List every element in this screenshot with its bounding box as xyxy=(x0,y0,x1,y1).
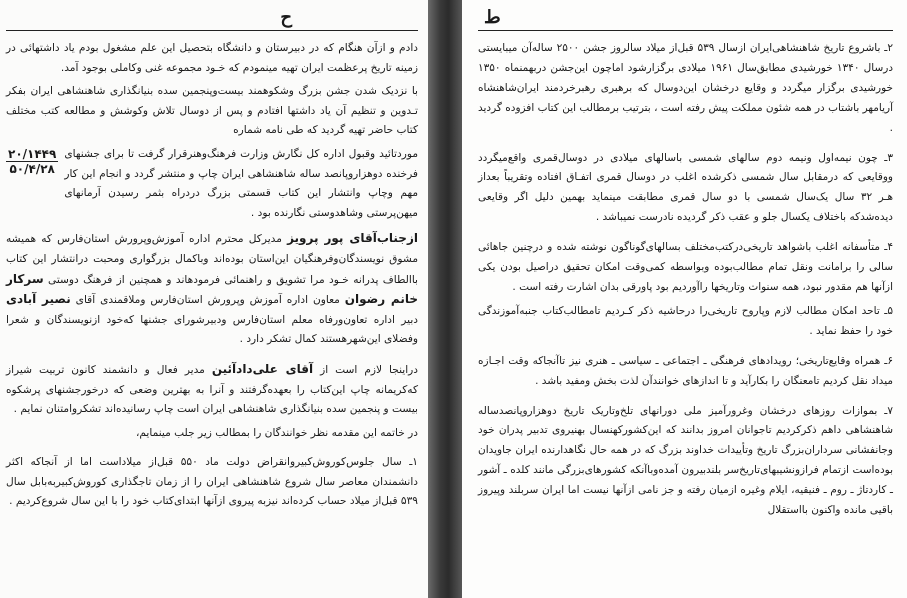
left-page-body xyxy=(6,39,418,512)
ack-text-3: دبیر اداره تعاون‌ورفاه معلم استان‌فارس ودبیرشورای جشنها که‌خود ازنویسندگان و شعرا وفضلای این‌شهرهستند کمال تشکر دارد . xyxy=(6,313,418,346)
note-4: ۴ـ متأسفانه اغلب باشواهد تاریخی‌درکتب‌مختلف بسالهای‌گوناگون نوشته شده و درچنین جاهائی سالی را برامانت ونقل تمام مطالب‌بوده وبواسطه کمی‌وقت امکان تحقیق دراصیل بودن یکی ازآنها هم مقدور نبود، همه سنوات وتاریخها راآوردیم بود پاورقی بدان اشارت رفته است . xyxy=(478,241,893,293)
ack-name-rezvan: سرکار خانم رضوان xyxy=(6,271,418,307)
ack-text-2: معاون اداره آموزش وپرورش استان‌فارس وملاقمندی آقای xyxy=(75,294,340,307)
ack2-text: مدیر فعال و دانشمند کانون تربیت شیراز که‌کریمانه چاپ این‌کتاب را بعهده‌گرفتند و آنرا به بهترین وضعی که درخورجشنهای پرشکوه بیست و پنجمین سده بنیانگذاری شاهنشاهی ایران است چاپ رسانیده‌اند تشکروامتنان نمایم . xyxy=(6,363,418,416)
note-1: ۱ـ سال جلوس‌کوروش‌کبیروانقراض دولت ماد ۵۵۰ قبل‌از میلاداست اما از آنجاکه اکثر دانشمندان معاصر سال شروع شاهنشاهی ایران را از زمان تاجگذاری کوروش‌کبیربه‌بابل سال ۵۳۹ قبل‌از میلاد حساب کرده‌اند نیزبه پیروی ازآنها ابتدای‌کتاب خود را با این سال شروع‌کردیم . xyxy=(6,456,418,508)
ack-text-1: مدیرکل محترم اداره آموزش‌وپرورش استان‌فارس که همیشه مشوق نویسندگان‌وفرهنگیان این‌استان بوده‌اند وباکمال بزرگواری ومحبت درانتشار این کتاب باالطاف پدرانه خـود مرا تشویق و راهنمائی فرمودهاند و همچنین از فرهنگ دوستی xyxy=(6,233,418,286)
book-spine xyxy=(428,0,462,598)
ack-name-pour-parviz: ازجناب‌آقای پور پرویز xyxy=(287,231,418,246)
letter-date-row xyxy=(6,145,418,223)
left-page-letter: ح xyxy=(280,7,292,28)
note-6: ۶ـ همراه وقایع‌تاریخی؛ رویدادهای فرهنگی ـ اجتماعی ـ سیاسی ـ هنری نیز تاآنجاکه وقت اجـازه میداد نقل کردیم تامعنگان را بکارآید و تا اندازهای خوانندآن لذت بخش ومفید باشد . xyxy=(478,354,893,387)
left-paragraph-1: دادم و ازآن هنگام که در دبیرستان و دانشگاه بتحصیل این علم مشغول بودم یاد داشتهائی در زمینه تاریخ پرعظمت ایران تهیه مینمودم که خـود مجموعه غنی وکاملی بوجود آمد. xyxy=(6,42,418,74)
ack-name-nasirabadi: نصیر آبادی xyxy=(6,292,71,307)
acknowledgement-paragraph-2 xyxy=(6,360,418,420)
right-page-body xyxy=(478,39,893,521)
ack-name-dadaein: آقای علی‌دادآئین xyxy=(211,361,314,376)
left-paragraph-2: با نزدیک شدن جشن بزرگ وشکوهمند بیست‌وپنجمین سده بنیانگذاری شاهنشاهی ایران بفکر تـدوین و تنظیم آن یاد داشتها افتادم و پس از دوسال تلاش وکوشش و مطالعه کتب مختلف کتاب حاضر تهیه گردید که طی نامه شماره xyxy=(6,85,418,137)
letter-number-fraction xyxy=(6,145,58,176)
left-page xyxy=(0,0,428,598)
letter-date: ۵۰/۴/۲۸ xyxy=(9,161,55,176)
letter-approval-text: موردتائید وقبول اداره کل نگارش وزارت فرهنگ‌وهنرقرار گرفت تا برای جشنهای فرخنده دوهزاروپانصد ساله شاهنشاهی ایران چاپ و منتشر گردد و انجام این کار مهم وچاپ وانتشار این کتاب قسمتی بزرگ دردراه بثمر رسیدن آرمانهای میهن‌پرستی وشاهدوستی نگارنده بود . xyxy=(64,147,418,219)
right-page-header xyxy=(478,8,893,31)
note-2: ۲ـ باشروع تاریخ شاهنشاهی‌ایران ازسال ۵۳۹ قبل‌از میلاد سالروز جشن ۲۵۰۰ ساله‌آن میبایستی درسال ۱۳۴۰ خورشیدی مطابق‌سال ۱۹۶۱ میلادی برگزارشود اماچون این‌جشن دربهمنماه ۱۳۵۰ خورشیدی برگزار میگردد و وقایع درخشان این‌دوسال که برهبری رهبرخردمند ایران‌شاهنشاه آریامهر باشتاب در همه شئون مملکت پیش رفته است ، بترتیب برمطالب این کتاب افزوده گردید . xyxy=(478,42,894,134)
right-page xyxy=(462,0,907,598)
note-3: ۳ـ چون نیمه‌اول ونیمه دوم سالهای شمسی باسالهای میلادی در دوسال‌قمری واقع‌میگردد ووقایعی که درمقابل سال شمسی ذکرشده اغلب در دوسال قمری اتفـاق افتاده وتقریباً بعداز هـر ۳۲ سال یک‌سال شمسی با دو سال قمری مطابقت مینماید بهمین دلیل اگر وقایعی دیده‌شدکه باختلاف یکسال جلو و عقب ذکر گردیده نادرست نمیباشد . xyxy=(478,151,893,224)
acknowledgement-paragraph-1 xyxy=(6,229,418,350)
letter-number: ۲۰/۱۴۴۹ xyxy=(8,146,57,161)
right-page-letter: ط xyxy=(484,7,501,28)
ack2-lead: دراینجا لازم است از xyxy=(320,363,418,376)
note-5: ۵ـ تاحد امکان مطالب لازم وپاروح تاریخی‌را درحاشیه ذکر کـردیم تامطالب‌کتاب جنبه‌آموزندگی خود را حفظ نماید . xyxy=(478,304,893,337)
closing-line: در خاتمه این مقدمه نظر خوانندگان را بمطالب زیر جلب مینمایم، xyxy=(135,426,418,439)
note-7: ۷ـ بموازات روزهای درخشان وغرورآمیز ملی دورانهای تلخ‌وتاریک تاریخ دوهزاروپانصدساله شاهنشاهی داهم ذکرکردیم تاجوانان امروز بدانند که این‌کشورکهنسال بهنیروی تدبیر پدران خود وجانفشانی سرداران‌بزرگ تاریخ وتأییدات خداوند بزرگ که در همه حال نگاهدارنده ایران جاویدان بوده‌است ازتمام فرازونشیبهای‌تاریخ‌سر بلندبیرون آمده‌وباآنکه کشورهای‌بزرگی مانند کلده ـ آشور ـ کاردتاژ ـ روم ـ فنیقیه، ایلام وغیره ازمیان رفته و جز نامی ازآنها نیست اما ایران سربلند وپیروز باقیی مانده واکنون بااستقلال xyxy=(478,404,893,517)
left-page-header xyxy=(6,8,418,31)
